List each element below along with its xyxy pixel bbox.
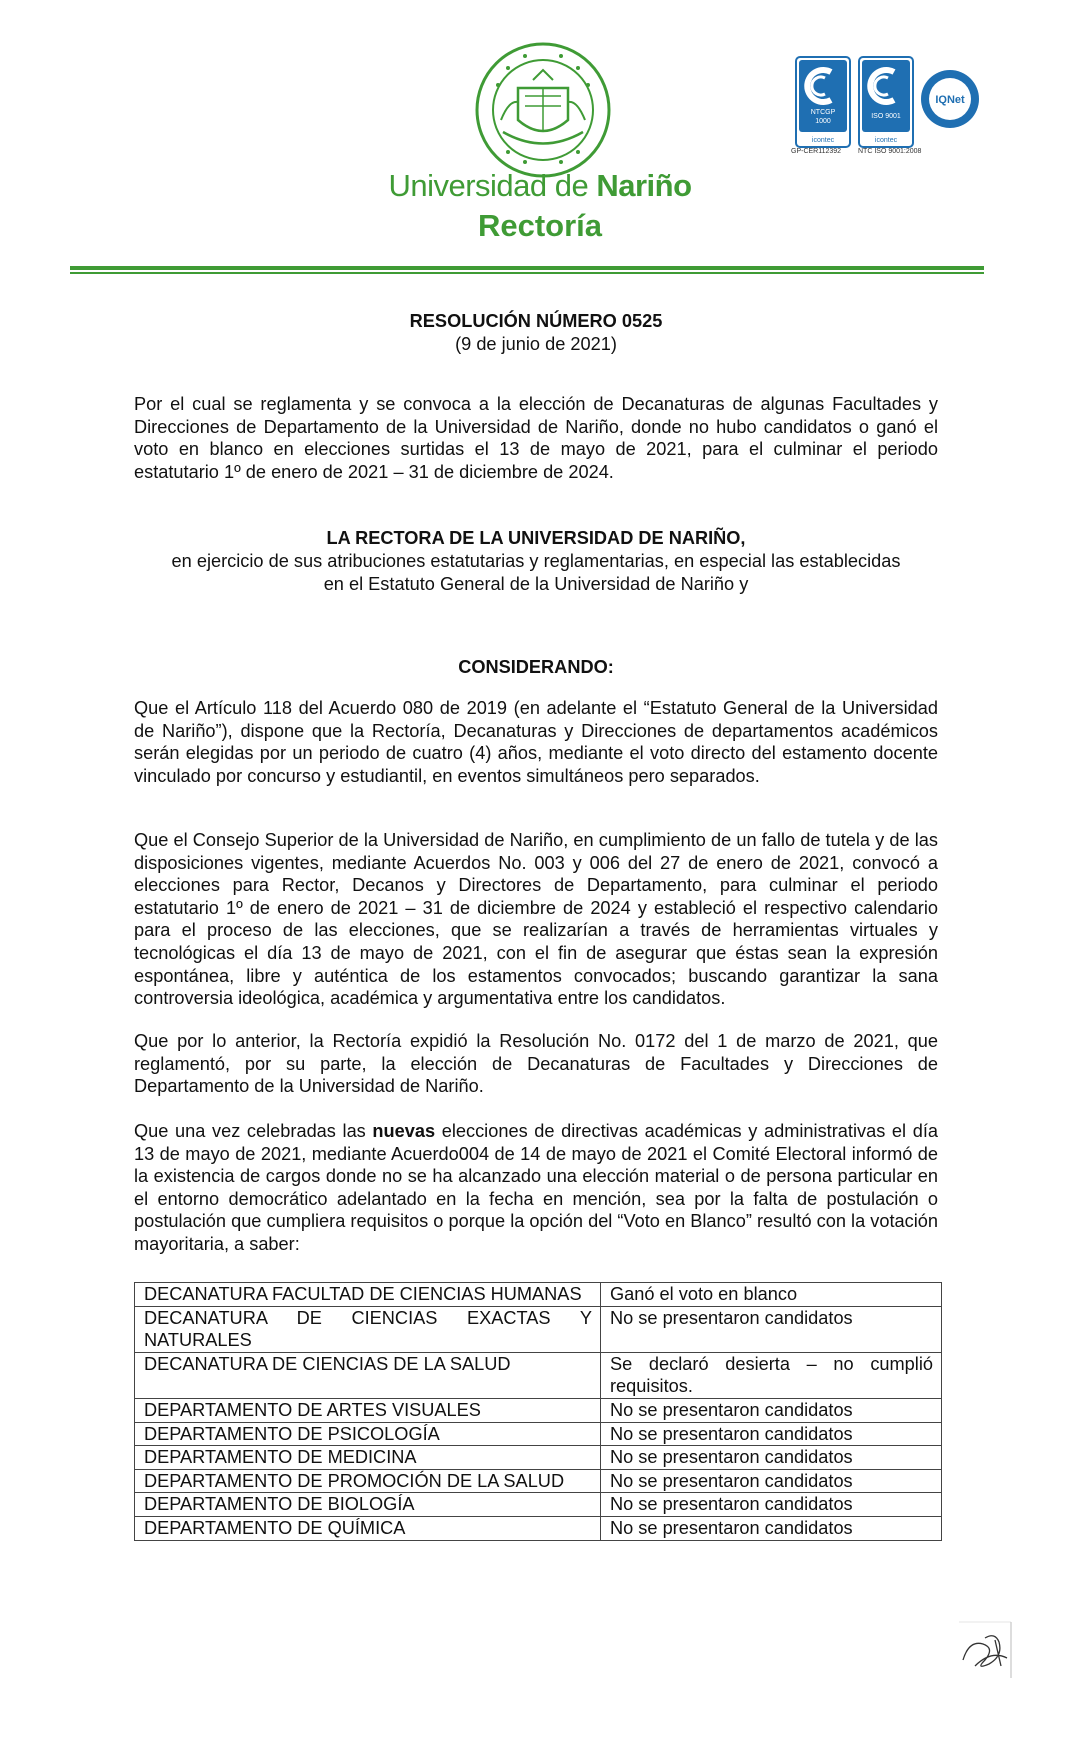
status-cell: No se presentaron candidatos xyxy=(601,1469,942,1493)
table-row xyxy=(135,1283,942,1307)
status-cell: Ganó el voto en blanco xyxy=(601,1283,942,1307)
svg-text:icontec: icontec xyxy=(874,137,898,144)
considerando-paragraph-2: Que el Consejo Superior de la Universidad de Nariño, en cumplimiento de un fallo de tutela y de las disposiciones vigentes, mediante Acuerdos No. 003 y 006 del 27 de enero de 2021, convocó a elecciones para Rector, Decanos y Directores de Departamento, para culminar el periodo estatutario 1º de enero de 2021 – 31 de diciembre de 2024 y estableció el respectivo calendario para el proceso de las elecciones, que se realizarían a través de herramientas virtuales y tecnológicas el día 13 de mayo de 2021, con el fin de asegurar que éstas sean la expresión espontánea, libre y auténtica de los estamentos convocados; buscando garantizar la sana controversia ideológica, académica y argumentativa entre los candidatos. xyxy=(134,830,938,1009)
handwritten-signature xyxy=(955,1620,1017,1680)
position-cell: DEPARTAMENTO DE PROMOCIÓN DE LA SALUD xyxy=(135,1469,601,1493)
cert1-code: GP-CER112392 xyxy=(791,148,842,155)
header-divider-thin xyxy=(70,272,984,274)
resolution-intro: Por el cual se reglamenta y se convoca a la elección de Decanaturas de algunas Facultades y Direcciones de Departamento de la Universidad de Nariño, donde no hubo candidatos o ganó el voto en blanco en elecciones surtidas el 13 de mayo de 2021, para el culminar el periodo estatutario 1º de enero de 2021 – 31 de diciembre de 2024. xyxy=(134,394,938,482)
position-cell: DEPARTAMENTO DE QUÍMICA xyxy=(135,1516,601,1540)
iqnet-certification-icon xyxy=(919,68,981,130)
svg-text:1000: 1000 xyxy=(815,118,831,125)
position-cell: DECANATURA DE CIENCIAS EXACTAS Y NATURALES xyxy=(135,1306,601,1352)
table-row xyxy=(135,1469,942,1493)
office-name: Rectoría xyxy=(477,208,603,243)
table-row xyxy=(135,1493,942,1517)
considerando-heading: CONSIDERANDO: xyxy=(458,657,614,677)
svg-text:NTCGP: NTCGP xyxy=(810,109,836,116)
position-cell: DECANATURA DE CIENCIAS DE LA SALUD xyxy=(135,1352,601,1398)
icontec-iso-9001-certification-icon xyxy=(858,56,914,158)
considerando-paragraph-3: Que por lo anterior, la Rectoría expidió la Resolución No. 0172 del 1 de marzo de 2021, que reglamentó, por su parte, la elección de Decanaturas de Facultades y Direcciones de Departamento de la Universidad de Nariño. xyxy=(134,1031,938,1097)
status-cell: Se declaró desierta – no cumplió requisitos. xyxy=(601,1352,942,1398)
table-row xyxy=(135,1398,942,1422)
header-divider xyxy=(70,266,984,270)
status-cell: No se presentaron candidatos xyxy=(601,1516,942,1540)
table-row xyxy=(135,1306,942,1352)
status-cell: No se presentaron candidatos xyxy=(601,1446,942,1470)
status-cell: No se presentaron candidatos xyxy=(601,1306,942,1352)
university-crest-logo xyxy=(473,40,613,180)
authority-line-1: en ejercicio de sus atribuciones estatutarias y reglamentarias, en especial las establecidas xyxy=(171,551,901,571)
authority-heading: LA RECTORA DE LA UNIVERSIDAD DE NARIÑO, xyxy=(326,528,746,548)
authority-line-2: en el Estatuto General de la Universidad de Nariño y xyxy=(323,574,749,594)
cert2-code: NTC ISO 9001:2008 xyxy=(858,148,922,155)
status-cell: No se presentaron candidatos xyxy=(601,1398,942,1422)
svg-text:icontec: icontec xyxy=(811,137,835,144)
status-cell: No se presentaron candidatos xyxy=(601,1422,942,1446)
table-row xyxy=(135,1446,942,1470)
table-row xyxy=(135,1422,942,1446)
resolution-date: (9 de junio de 2021) xyxy=(455,334,617,354)
position-cell: DEPARTAMENTO DE ARTES VISUALES xyxy=(135,1398,601,1422)
position-cell: DEPARTAMENTO DE MEDICINA xyxy=(135,1446,601,1470)
status-cell: No se presentaron candidatos xyxy=(601,1493,942,1517)
considerando-paragraph-4: Que una vez celebradas las nuevas elecciones de directivas académicas y administrativas el día 13 de mayo de 2021, mediante Acuerdo004 de 14 de mayo de 2021 el Comité Electoral informó de la existencia de cargos donde no se ha alcanzado una elección material o de persona particular en el entorno democrático adelantado en la fecha en mención, sea por la falta de postulación o postulación que cumpliera requisitos o porque la opción del “Voto en Blanco” resultó con la votación mayoritaria, a saber: xyxy=(134,1121,938,1254)
resolution-title: RESOLUCIÓN NÚMERO 0525 xyxy=(409,311,663,331)
icontec-ntcgp-certification-icon xyxy=(795,56,851,158)
considerando-paragraph-1: Que el Artículo 118 del Acuerdo 080 de 2019 (en adelante el “Estatuto General de la Universidad de Nariño”), dispone que la Rectoría, Decanaturas y Direcciones de departamentos académicos serán elegidas por un periodo de cuatro (4) años, mediante el voto directo del estamento docente vinculado por concurso y estudiantil, en eventos simultáneos pero separados. xyxy=(134,698,938,786)
svg-text:ISO 9001: ISO 9001 xyxy=(871,113,901,120)
table-row xyxy=(135,1352,942,1398)
position-cell: DEPARTAMENTO DE PSICOLOGÍA xyxy=(135,1422,601,1446)
university-name: Universidad de Nariño xyxy=(388,168,692,203)
svg-text:IQNet: IQNet xyxy=(935,94,965,106)
position-cell: DEPARTAMENTO DE BIOLOGÍA xyxy=(135,1493,601,1517)
position-cell: DECANATURA FACULTAD DE CIENCIAS HUMANAS xyxy=(135,1283,601,1307)
positions-table xyxy=(134,1282,942,1541)
table-row xyxy=(135,1516,942,1540)
